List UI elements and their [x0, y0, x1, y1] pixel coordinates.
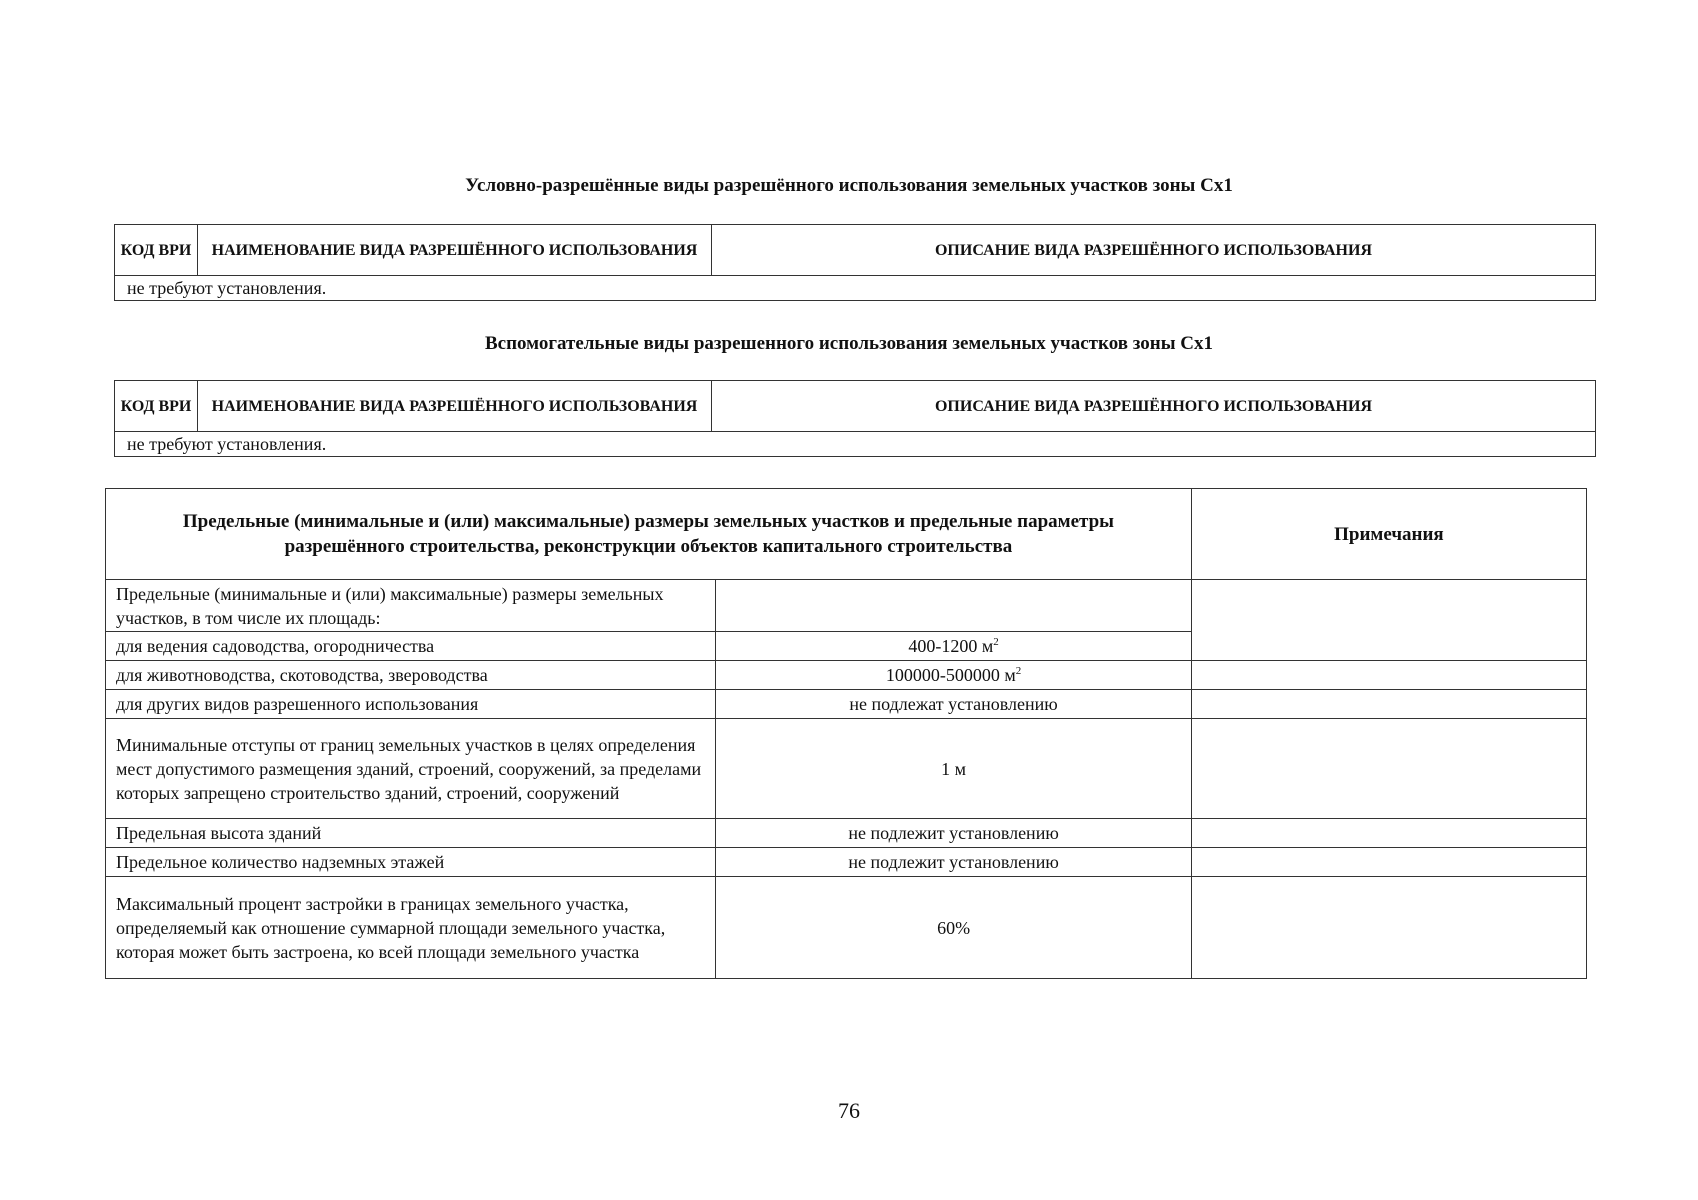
section2-title: Вспомогательные виды разрешенного использования земельных участков зоны Сх1 [484, 333, 1214, 354]
header-name: НАИМЕНОВАНИЕ ВИДА РАЗРЕШЁННОГО ИСПОЛЬЗОВАНИЯ [198, 381, 712, 432]
params-header-row [106, 489, 1587, 580]
table-row [115, 432, 1596, 457]
param-value: 60% [716, 877, 1192, 979]
param-note [1191, 690, 1586, 719]
param-note [1191, 580, 1586, 661]
param-label: Минимальные отступы от границ земельных участков в целях определения мест допустимого размещения зданий, строений, сооружений, за пределами которых запрещено строительство зданий, строений, сооружений [106, 719, 716, 819]
param-label: для других видов разрешенного использования [106, 690, 716, 719]
table-row [106, 690, 1587, 719]
auxiliary-uses-table [114, 380, 1596, 457]
table-row [106, 819, 1587, 848]
param-value: не подлежит установлению [716, 819, 1192, 848]
param-value [716, 580, 1192, 632]
param-note [1191, 819, 1586, 848]
param-label: Предельные (минимальные и (или) максимальные) размеры земельных участков, в том числе их площадь: [106, 580, 716, 632]
header-description: ОПИСАНИЕ ВИДА РАЗРЕШЁННОГО ИСПОЛЬЗОВАНИЯ [712, 225, 1596, 276]
conditional-uses-table [114, 224, 1596, 301]
table-row [106, 877, 1587, 979]
table-header-row [115, 225, 1596, 276]
parameters-table [105, 488, 1587, 979]
param-value-text: 400-1200 м [908, 636, 994, 656]
header-description: ОПИСАНИЕ ВИДА РАЗРЕШЁННОГО ИСПОЛЬЗОВАНИЯ [712, 381, 1596, 432]
param-note [1191, 877, 1586, 979]
header-code: КОД ВРИ [115, 381, 198, 432]
param-note [1191, 719, 1586, 819]
table-row [106, 580, 1587, 632]
param-value: 1 м [716, 719, 1192, 819]
param-label: Предельное количество надземных этажей [106, 848, 716, 877]
params-header-notes: Примечания [1191, 489, 1586, 580]
table-row [115, 276, 1596, 301]
section1-title: Условно-разрешённые виды разрешённого использования земельных участков зоны Сх1 [465, 175, 1233, 196]
param-value [716, 661, 1192, 690]
param-note [1191, 848, 1586, 877]
table-row [106, 661, 1587, 690]
params-header-text: Предельные (минимальные и (или) максимальные) размеры земельных участков и предельные параметры разрешённого строительства, реконструкции объектов капитального строительства [182, 511, 1114, 557]
param-value: не подлежит установлению [716, 848, 1192, 877]
param-note [1191, 661, 1586, 690]
header-code: КОД ВРИ [115, 225, 198, 276]
param-label: Предельная высота зданий [106, 819, 716, 848]
unit-superscript: 2 [993, 636, 999, 648]
param-value: не подлежат установлению [716, 690, 1192, 719]
page-number: 76 [838, 1098, 860, 1123]
table-row [106, 848, 1587, 877]
table-row [106, 719, 1587, 819]
param-label: для животноводства, скотоводства, звероводства [106, 661, 716, 690]
param-label: для ведения садоводства, огородничества [106, 632, 716, 661]
param-value-text: 100000-500000 м [885, 665, 1016, 685]
table-note: не требуют установления. [115, 432, 1596, 457]
table-note: не требуют установления. [115, 276, 1596, 301]
param-label: Максимальный процент застройки в границах земельного участка, определяемый как отношение суммарной площади земельного участка, которая может быть застроена, ко всей площади земельного участка [106, 877, 716, 979]
unit-superscript: 2 [1015, 665, 1022, 677]
header-name: НАИМЕНОВАНИЕ ВИДА РАЗРЕШЁННОГО ИСПОЛЬЗОВАНИЯ [198, 225, 712, 276]
table-header-row [115, 381, 1596, 432]
params-header-main [106, 489, 1192, 580]
param-value [716, 632, 1192, 661]
